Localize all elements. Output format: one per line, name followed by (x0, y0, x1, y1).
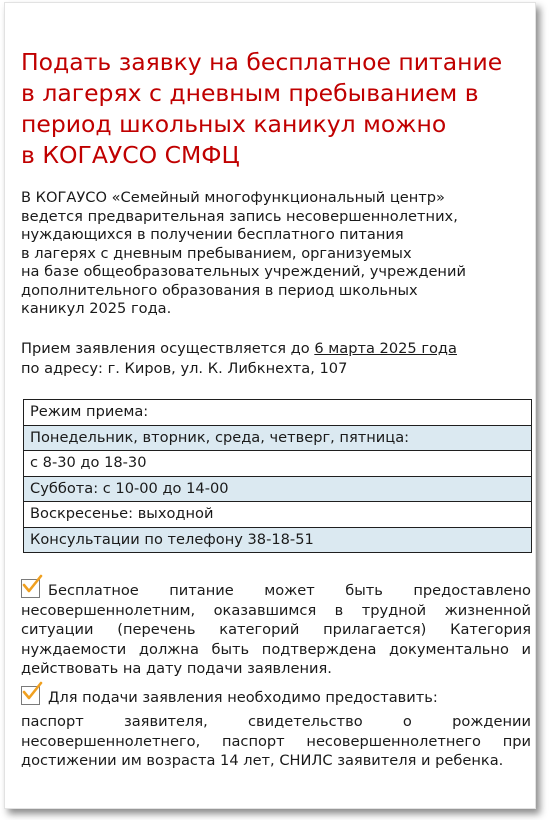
documents-heading-line (21, 686, 533, 708)
table-row (24, 400, 532, 426)
checkbox-checked-icon (21, 579, 40, 598)
schedule-cell: Воскресенье: выходной (24, 502, 532, 528)
free-meals-paragraph (21, 579, 531, 679)
documents-paragraph: паспорт заявителя, свидетельство о рождении несовершеннолетнего, паспорт несовершеннолетнего при достижении им возраста 14 лет, СНИЛС заявителя и ребенка. (21, 713, 531, 769)
schedule-table (23, 399, 532, 553)
deadline-prefix: Прием заявления осуществляется до (21, 340, 315, 357)
deadline-block (21, 339, 533, 379)
free-meals-text: Бесплатное питание может быть предоставлено несовершеннолетним, оказавшимся в трудной жизненной ситуации (перечень категорий прилагается) Категория нуждаемости должна быть подтверждена документально и действовать на дату подачи заявления. (21, 582, 531, 677)
schedule-cell: Понедельник, вторник, среда, четверг, пятница: (24, 425, 532, 451)
checkbox-checked-icon (21, 686, 40, 705)
table-row (24, 425, 532, 451)
schedule-cell: с 8-30 до 18-30 (24, 451, 532, 477)
intro-paragraph: В КОГАУСО «Семейный многофункциональный центр» ведется предварительная запись несовершеннолетних, нуждающихся в получении бесплатного питания в лагерях с дневным пребыванием, организуемых на базе общеобразовательных учреждений, учреждений дополнительного образования в период школьных каникул 2025 года. (21, 189, 466, 317)
schedule-cell: Консультации по телефону 38-18-51 (24, 527, 532, 553)
address: по адресу: г. Киров, ул. К. Либкнехта, 107 (21, 360, 348, 377)
documents-heading: Для подачи заявления необходимо предоставить: (48, 689, 438, 706)
table-row (24, 451, 532, 477)
table-row (24, 502, 532, 528)
deadline-date: 6 марта 2025 года (314, 340, 457, 357)
table-row (24, 527, 532, 553)
page-title: Подать заявку на бесплатное питание в лагерях с дневным пребыванием в период школьных каникул можно в КОГАУСО СМФЦ (21, 48, 503, 169)
schedule-cell: Режим приема: (24, 400, 532, 426)
table-row (24, 476, 532, 502)
info-card (4, 2, 536, 809)
schedule-cell: Суббота: с 10-00 до 14-00 (24, 476, 532, 502)
